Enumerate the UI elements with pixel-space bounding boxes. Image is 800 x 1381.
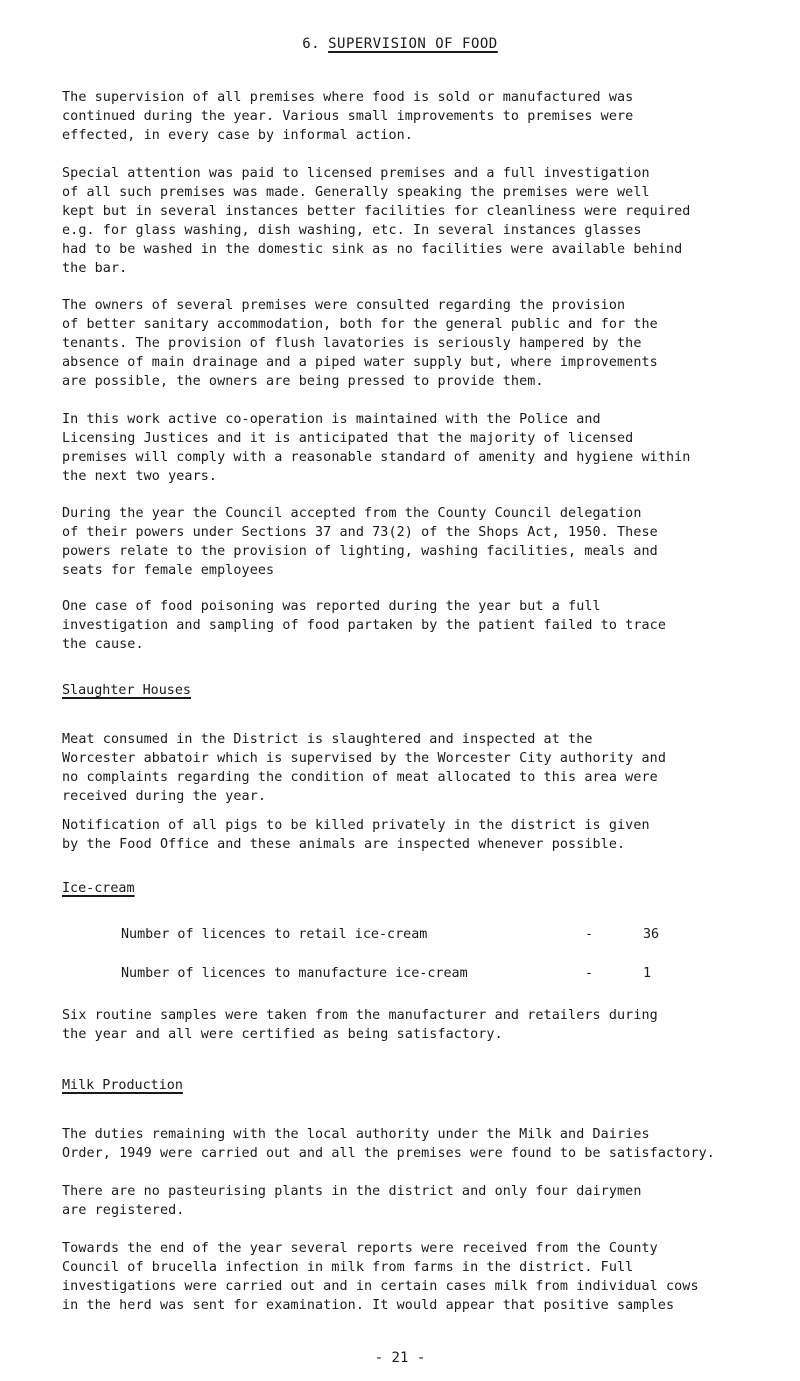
paragraph-pasteurising: There are no pasteurising plants in the district and only four dairymen are registered. bbox=[62, 1184, 642, 1218]
paragraph-slaughter-pigs: Notification of all pigs to be killed privately in the district is given by the Food Office and these animals are inspected whenever possible. bbox=[62, 818, 650, 852]
heading-ice-cream: Ice-cream bbox=[62, 881, 135, 896]
paragraph-police-cooperation: In this work active co-operation is maintained with the Police and Licensing Justices and it is anticipated that the majority of licensed premises will comply with a reasonable standard of amenity and hygiene within the next two years. bbox=[62, 412, 691, 484]
paragraph-brucella: Towards the end of the year several reports were received from the County Council of brucella infection in milk from farms in the district. Full investigations were carried out and in certain cases milk from individual cows in the herd was sent for examination. It would appear that positive samples bbox=[62, 1241, 699, 1313]
paragraph-supervision: The supervision of all premises where food is sold or manufactured was continued during the year. Various small improvements to premises were effected, in every case by informal action. bbox=[62, 90, 634, 143]
licence-row-value: 36 bbox=[643, 927, 660, 942]
licence-row-dash: - bbox=[585, 966, 594, 981]
licence-row-dash: - bbox=[585, 927, 594, 942]
section-number: 6. bbox=[302, 36, 321, 52]
licence-row-retail bbox=[121, 927, 681, 947]
licence-row-manufacture bbox=[121, 966, 681, 986]
licence-row-label: Number of licences to retail ice-cream bbox=[121, 927, 428, 942]
page-number: - 21 - bbox=[374, 1350, 426, 1366]
paragraph-slaughter-abbatoir: Meat consumed in the District is slaughtered and inspected at the Worcester abbatoir which is supervised by the Worcester City authority and no complaints regarding the condition of meat allocated to this area were received during the year. bbox=[62, 732, 666, 804]
section-heading: SUPERVISION OF FOOD bbox=[328, 36, 498, 52]
heading-milk-production: Milk Production bbox=[62, 1078, 183, 1093]
licence-row-label: Number of licences to manufacture ice-cream bbox=[121, 966, 468, 981]
paragraph-food-poisoning: One case of food poisoning was reported during the year but a full investigation and sampling of food partaken by the patient failed to trace the cause. bbox=[62, 599, 666, 652]
paragraph-ice-cream-samples: Six routine samples were taken from the manufacturer and retailers during the year and all were certified as being satisfactory. bbox=[62, 1008, 658, 1042]
licence-row-value: 1 bbox=[643, 966, 652, 981]
section-title bbox=[0, 36, 800, 52]
paragraph-sanitary-accommodation: The owners of several premises were consulted regarding the provision of better sanitary accommodation, both for the general public and for the tenants. The provision of flush lavatories is seriously hampered by the absence of main drainage and a piped water supply but, where improvements are possible, the owners are being pressed to provide them. bbox=[62, 298, 658, 389]
paragraph-milk-dairies-order: The duties remaining with the local authority under the Milk and Dairies Order, 1949 were carried out and all the premises were found to be satisfactory. bbox=[62, 1127, 715, 1161]
paragraph-licensed-premises: Special attention was paid to licensed premises and a full investigation of all such premises was made. Generally speaking the premises were well kept but in several instances better facilities for cleanliness were required e.g. for glass washing, dish washing, etc. In several instances glasses had to be washed in the domestic sink as no facilities were available behind the bar. bbox=[62, 166, 691, 276]
heading-slaughter-houses: Slaughter Houses bbox=[62, 683, 191, 698]
paragraph-shops-act: During the year the Council accepted from the County Council delegation of their powers under Sections 37 and 73(2) of the Shops Act, 1950. These powers relate to the provision of lighting, washing facilities, meals and seats for female employees bbox=[62, 506, 658, 578]
